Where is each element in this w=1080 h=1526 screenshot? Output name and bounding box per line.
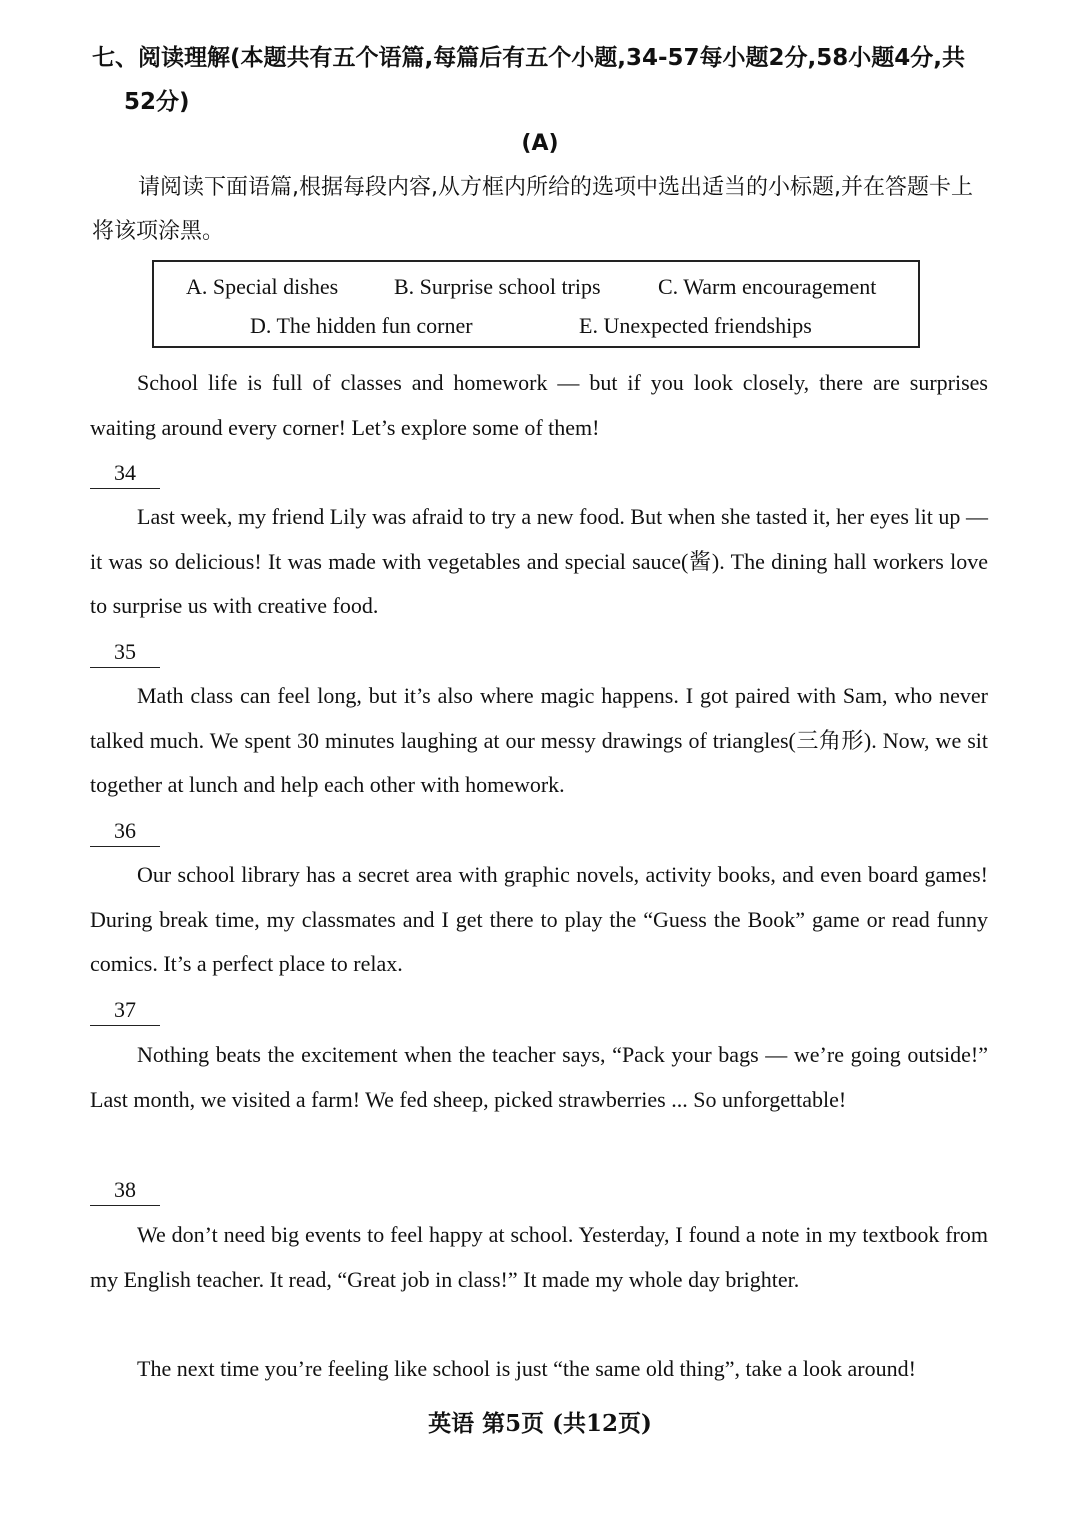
answer-blank-34: 34 xyxy=(90,458,160,489)
closing-paragraph: The next time you’re feeling like school is just “the same old thing”, take a look around! xyxy=(137,1356,916,1381)
paragraph-36: Our school library has a secret area with graphic novels, activity books, and even board games! During break time, my classmates and I get there to play the “Guess the Book” game or read funny comics. It’s a perfect place to relax. xyxy=(90,862,988,977)
answer-blank-36: 36 xyxy=(90,816,160,847)
option-d: D. The hidden fun corner xyxy=(250,313,473,338)
options-box xyxy=(152,260,920,348)
section-title: 七、阅读理解(本题共有五个语篇,每篇后有五个小题,34-57每小题2分,58小题4分,共 xyxy=(92,45,966,71)
answer-blank-35: 35 xyxy=(90,637,160,668)
section-title-continued: 52分) xyxy=(124,89,190,115)
part-label: (A) xyxy=(521,131,559,156)
intro-paragraph: School life is full of classes and homework — but if you look closely, there are surprises waiting around every corner! Let’s explore some of them! xyxy=(90,370,988,440)
option-c: C. Warm encouragement xyxy=(658,274,877,299)
paragraph-35: Math class can feel long, but it’s also where magic happens. I got paired with Sam, who never talked much. We spent 30 minutes laughing at our messy drawings of triangles(三角形). Now, we sit together at lunch and help each other with homework. xyxy=(90,683,988,798)
instruction: 请阅读下面语篇,根据每段内容,从方框内所给的选项中选出适当的小标题,并在答题卡上将该项涂黑。 xyxy=(92,175,973,244)
paragraph-38: We don’t need big events to feel happy at school. Yesterday, I found a note in my textbook from my English teacher. It read, “Great job in class!” It made my whole day brighter. xyxy=(90,1222,988,1292)
page-footer: 英语 第5页 (共12页) xyxy=(428,1410,652,1437)
answer-blank-38: 38 xyxy=(90,1175,160,1206)
option-b: B. Surprise school trips xyxy=(394,274,601,299)
paragraph-37: Nothing beats the excitement when the teacher says, “Pack your bags — we’re going outside!” Last month, we visited a farm! We fed sheep, picked strawberries ... So unforgettable! xyxy=(90,1042,988,1112)
option-a: A. Special dishes xyxy=(186,274,339,299)
paragraph-34: Last week, my friend Lily was afraid to try a new food. But when she tasted it, her eyes lit up — it was so delicious! It was made with vegetables and special sauce(酱). The dining hall workers love to surprise us with creative food. xyxy=(90,504,988,619)
option-e: E. Unexpected friendships xyxy=(579,313,812,338)
answer-blank-37: 37 xyxy=(90,995,160,1026)
